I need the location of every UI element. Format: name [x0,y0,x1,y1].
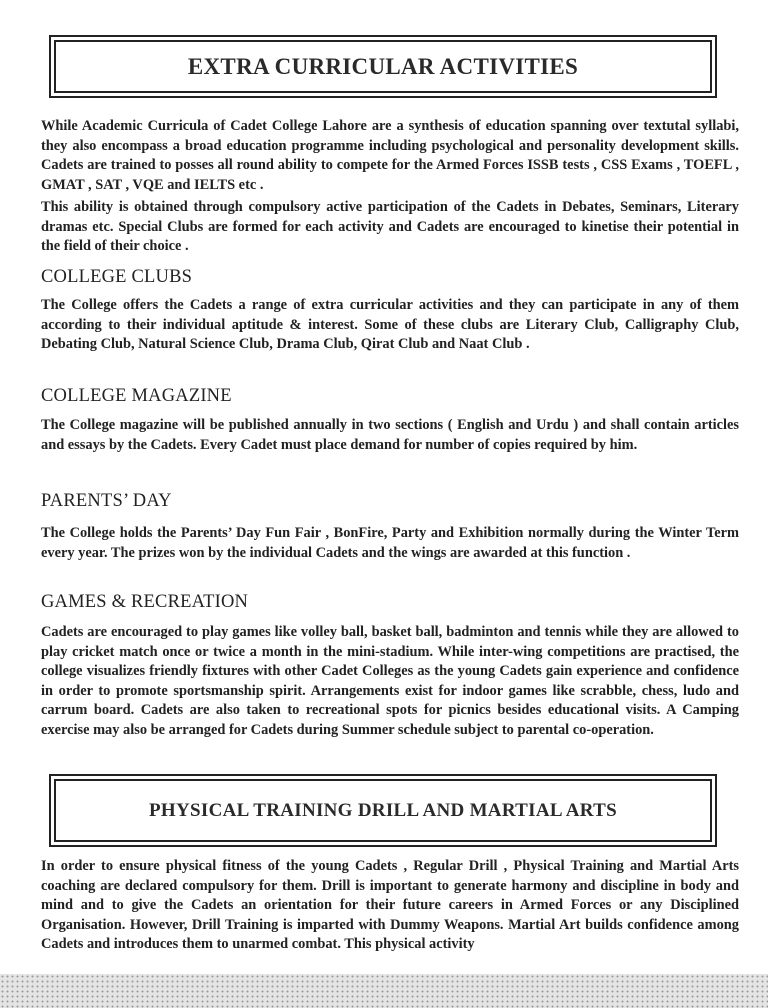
paragraph-college-clubs: The College offers the Cadets a range of extra curricular activities and they can participate in any of them according to their individual aptitude & interest. Some of these clubs are Literary Club, Calligraphy Club, Debating Club, Natural Science Club, Drama Club, Qirat Club and Naat Club . [41,297,739,353]
intro-paragraph-2: This ability is obtained through compulsory active participation of the Cadets in Debates, Seminars, Literary dramas etc. Special Clubs are formed for each activity and Cadets are encouraged to kinetise their potential in the field of their choice . [41,199,739,255]
page-title: EXTRA CURRICULAR ACTIVITIES [54,40,712,93]
heading-college-clubs: COLLEGE CLUBS [41,267,193,287]
intro-paragraph-1: While Academic Curricula of Cadet College Lahore are a synthesis of education spanning over textutal syllabi, they also encompass a broad education programme including psychological and personality development skills. Cadets are trained to posses all round ability to compete for the Armed Forces ISSB tests , CSS Exams , TOEFL , GMAT , SAT , VQE and IELTS etc . [41,118,739,193]
paragraph-college-magazine: The College magazine will be published annually in two sections ( English and Urdu ) and shall contain articles and essays by the Cadets. Every Cadet must place demand for number of copies required by him. [41,417,739,453]
heading-parents-day: PARENTS’ DAY [41,491,172,511]
paragraph-physical-training: In order to ensure physical fitness of the young Cadets , Regular Drill , Physical Training and Martial Arts coaching are declared compulsory for them. Drill is important to generate harmony and discipline in body and mind and to give the Cadets an orientation for their future careers in Armed Forces or any Disciplined Organisation. However, Drill Training is imparted with Dummy Weapons. Martial Art builds confidence among Cadets and introduces them to unarmed combat. This physical activity [41,858,739,953]
paragraph-games-recreation: Cadets are encouraged to play games like volley ball, basket ball, badminton and tennis while they are allowed to play cricket match once or twice a month in the mini-stadium. While inter-wing competitions are practised, the college visualizes friendly fixtures with other Cadet Colleges as the young Cadets gain experience and confidence in order to promote sportsmanship spirit. Arrangements exist for indoor games like scrabble, chess, ludo and carrum board. Cadets are also taken to recreational spots for picnics besides educational visits. A Camping exercise may also be arranged for Cadets during Summer schedule subject to parental co-operation. [41,624,739,738]
scan-bottom-strip [0,974,768,1008]
paragraph-parents-day: The College holds the Parents’ Day Fun Fair , BonFire, Party and Exhibition normally during the Winter Term every year. The prizes won by the individual Cadets and the wings are awarded at this function . [41,525,739,561]
heading-games-recreation: GAMES & RECREATION [41,592,249,612]
title-box [49,35,717,98]
section-title-box [49,774,717,847]
section-title: PHYSICAL TRAINING DRILL AND MARTIAL ARTS [54,779,712,842]
heading-college-magazine: COLLEGE MAGAZINE [41,386,232,406]
